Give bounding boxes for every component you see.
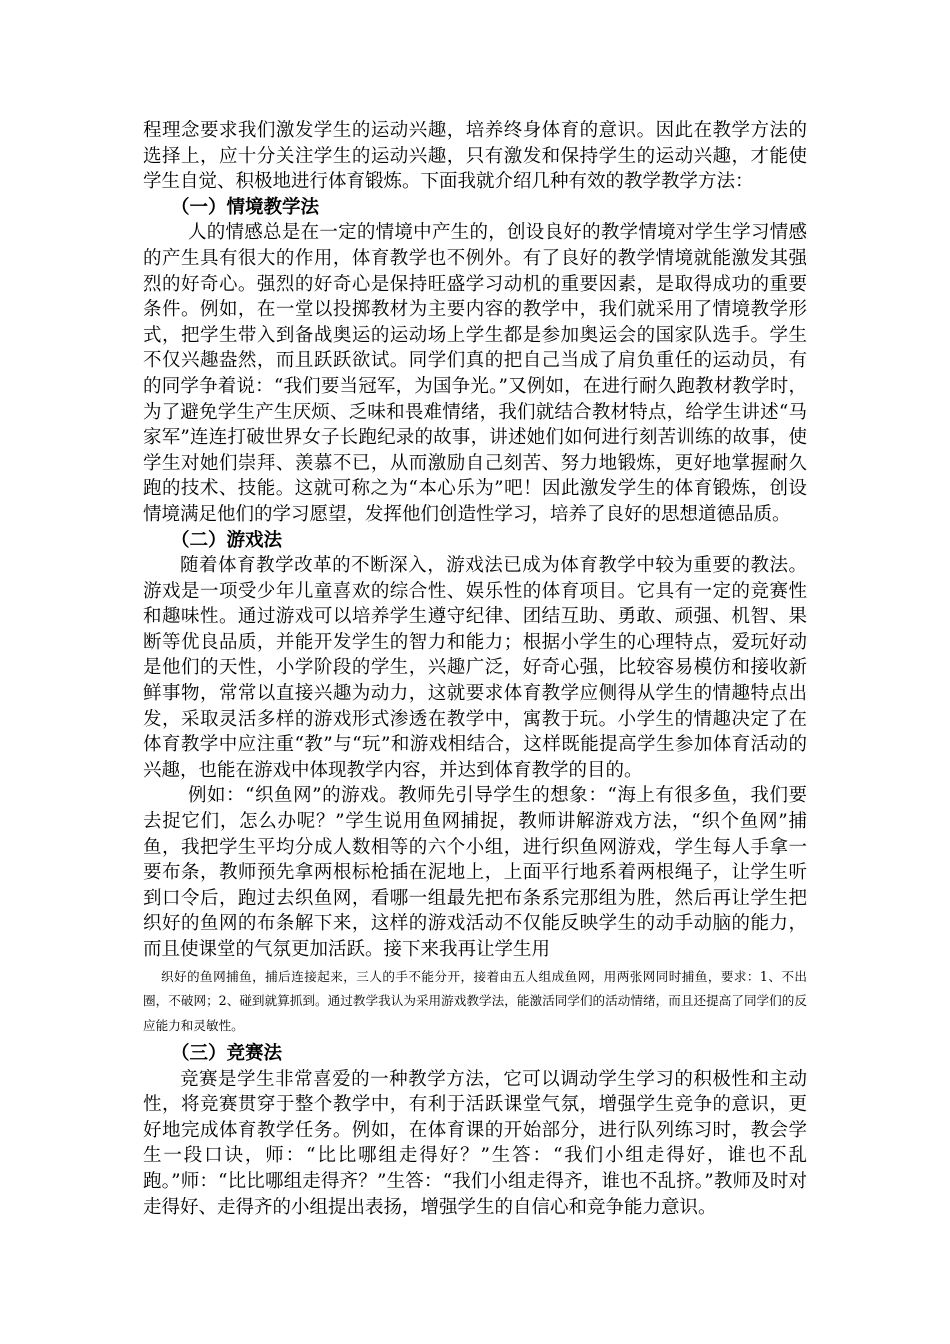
game-paragraph: 随着体育教学改革的不断深入，游戏法已成为体育教学中较为重要的教法。游戏是一项受少年儿童喜欢的综合性、娱乐性的体育项目。它具有一定的竞赛性和趣味性。通过游戏可以培养学生遵守纪律、团结互助、勇敢、顽强、机智、果断等优良品质，并能开发学生的智力和能力；根据小学生的心理特点，爱玩好动是他们的天性，小学阶段的学生，兴趣广泛，好奇心强，比较容易模仿和接收新鲜事物，常常以直接兴趣为动力，这就要求体育教学应侧得从学生的情趣特点出发，采取灵活多样的游戏形式渗透在教学中，寓教于玩。小学生的情趣决定了在体育教学中应注重“教”与“玩”和游戏相结合，这样既能提高学生参加体育活动的兴趣，也能在游戏中体现教学内容，并达到体育教学的目的。 <box>143 555 807 781</box>
game-example-paragraph: 例如：“织鱼网”的游戏。教师先引导学生的想象：“海上有很多鱼，我们要去捉它们，怎么办呢？”学生说用鱼网捕捉，教师讲解游戏方法，“织个鱼网”捕鱼，我把学生平均分成人数相等的六个小组，进行织鱼网游戏，学生每人手拿一要布条，教师预先拿两根标枪插在泥地上，上面平行地系着两根绳子，让学生听到口令后，跑过去织鱼网，看哪一组最先把布条系完那组为胜，然后再让学生把织好的鱼网的布条解下来，这样的游戏活动不仅能反映学生的动手动脑的能力，而且使课堂的气氛更加活跃。接下来我再让学生用 <box>143 785 807 960</box>
situational-paragraph: 人的情感总是在一定的情境中产生的，创设良好的教学情境对学生学习情感的产生具有很大的作用，体育教学也不例外。有了良好的教学情境就能激发其强烈的好奇心。强烈的好奇心是保持旺盛学习动机的重要因素，是取得成功的重要条件。例如，在一堂以投掷教材为主要内容的教学中，我们就采用了情境教学形式，把学生带入到备战奥运的运动场上学生都是参加奥运会的国家队选手。学生不仅兴趣盎然，而且跃跃欲试。同学们真的把自己当成了肩负重任的运动员，有的同学争着说：“我们要当冠军，为国争光。”又例如，在进行耐久跑教材教学时，为了避免学生产生厌烦、乏味和畏难情绪，我们就结合教材特点，给学生讲述“马家军”连连打破世界女子长跑纪录的故事，讲述她们如何进行刻苦训练的故事，使学生对她们崇拜、羡慕不已，从而激励自己刻苦、努力地锻炼，更好地掌握耐久跑的技术、技能。这就可称之为“本心乐为”吧！因此激发学生的体育锻炼，创设情境满足他们的学习愿望，发挥他们创造性学习，培养了良好的思想道德品质。 <box>143 222 807 525</box>
document-page <box>143 118 807 1220</box>
competition-paragraph: 竞赛是学生非常喜爱的一种教学方法，它可以调动学生学习的积极性和主动性，将竞赛贯穿于整个教学中，有利于活跃课堂气氛，增强学生竞争的意识，更好地完成体育教学任务。例如，在体育课的开始部分，进行队列练习时，教会学生一段口诀，师：“比比哪组走得好？”生答：“我们小组走得好，谁也不乱跑。”师：“比比哪组走得齐？”生答：“我们小组走得齐，谁也不乱挤。”教师及时对走得好、走得齐的小组提出表扬，增强学生的自信心和竞争能力意识。 <box>143 1068 807 1218</box>
game-example-continuation: 织好的鱼网捕鱼，捕后连接起来，三人的手不能分开，接着由五人组成鱼网，用两张网同时捕鱼，要求：1、不出圈，不破网；2、碰到就算抓到。通过教学我认为采用游戏教学法，能激活同学们的活动情绪，而且还提高了同学们的反应能力和灵敏性。 <box>143 968 807 1033</box>
section-heading-competition: （三）竞赛法 <box>171 1043 283 1065</box>
intro-paragraph: 程理念要求我们激发学生的运动兴趣，培养终身体育的意识。因此在教学方法的选择上，应十分关注学生的运动兴趣，只有激发和保持学生的运动兴趣，才能使学生自觉、积极地进行体育锻炼。下面我就介绍几种有效的教学教学方法： <box>143 120 807 193</box>
section-heading-situational: （一）情境教学法 <box>171 196 320 218</box>
section-heading-game: （二）游戏法 <box>171 529 283 551</box>
